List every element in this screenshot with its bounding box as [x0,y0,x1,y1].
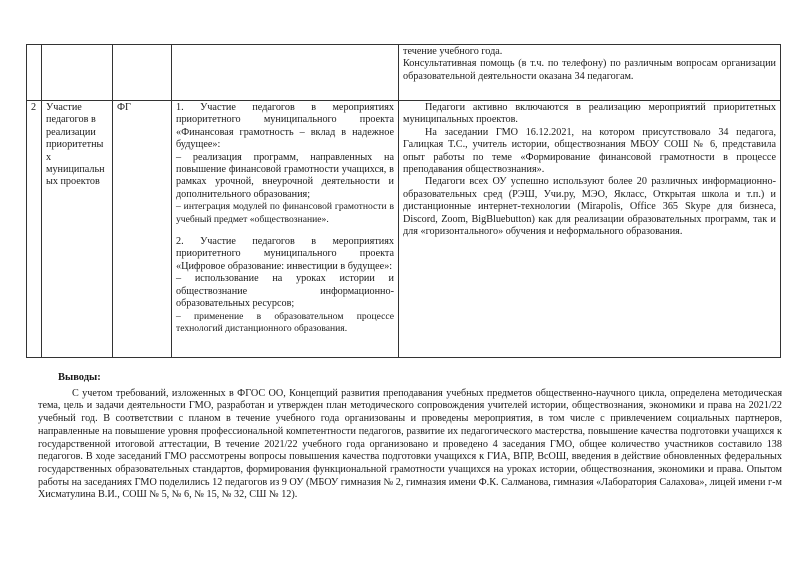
project-2-title: 2. Участие педагогов в мероприятиях приоритетного муниципального проекта «Цифровое образование: инвестиции в будущее»: [176,236,394,272]
result-text: течение учебного года. [403,46,503,57]
cell-code: ФГ [113,101,172,358]
project-1-title: 1. Участие педагогов в мероприятиях приоритетного муниципального проекта «Финансовая грамотность – вклад в надежное будущее»: [176,102,394,151]
result-text: На заседании ГМО 16.12.2021, на котором присутствовало 34 педагога, Галицкая Т.С., учитель истории, обществознания МБОУ СОШ № 6, представила опыт работы по теме «Формирование финансовой грамотности в процессе преподавания обществознания». [403,126,776,176]
cell-code [113,45,172,101]
project-2-item: – применение в образовательном процессе технологий дистанционного образования. [176,310,394,334]
conclusions-section [38,372,783,502]
result-text: Педагоги всех ОУ успешно используют более 20 различных информационно-образовательных сред (РЭШ, Учи.ру, МЭО, Якласс, Открытая школа и т.п.) и дистанционные интернет-технологии (Mirapolis, Office 365 Skype для бизнеса, Discord, Zoom, BigBluebutton) как для реализации образовательных программ, так и для «горизонтального» обучения и неформального образования. [403,176,776,238]
conclusions-heading: Выводы: [58,372,101,383]
cell-number: 2 [27,101,42,358]
cell-number [27,45,42,101]
cell-activities [172,45,399,101]
cell-results [399,45,781,101]
cell-direction [42,45,113,101]
result-text: Педагоги активно включаются в реализацию мероприятий приоритетных муниципальных проектов. [403,102,776,126]
spacer [176,226,394,236]
project-1-item: – реализация программ, направленных на повышение финансовой грамотности учащихся, в рамках урочной, внеурочной деятельности и дополнительного образования; [176,151,394,200]
cell-results [399,101,781,358]
project-2-item: – использование на уроках истории и обществознание информационно-образовательных ресурсов; [176,273,394,310]
cell-direction: Участие педагогов в реализации приоритетны х муниципальн ых проектов [42,101,113,358]
cell-activities [172,101,399,358]
project-1-item: – интеграция модулей по финансовой грамотности в учебный предмет «обществознание». [176,201,394,225]
table-row [27,45,781,101]
activity-table [26,44,781,358]
table-row [27,101,781,358]
result-text: Консультативная помощь (в т.ч. по телефону) по различным вопросам организации образовательной деятельности оказана 34 педагогам. [403,58,776,82]
conclusions-text: С учетом требований, изложенных в ФГОС ОО, Концепций развития преподавания учебных предметов общественно-научного цикла, определена методическая тема, цель и задачи деятельности ГМО, разработан и утвержден план методического сопровождения учителей истории, обществознания, экономики и права на 2021/22 учебный год. В соответствии с планом в течение учебного года организованы и проведены мероприятия, в том числе с привлечением социальных партнеров, направленные на повышение уровня профессиональной компетентности педагогов, развитие их педагогического мастерства, повышение качества подготовки учащихся к государственной итоговой аттестации, В течение 2021/22 учебного года организовано и проведено 4 заседания ГМО, общее количество участников составило 138 педагогов. В ходе заседаний ГМО рассмотрены вопросы повышения качества подготовки учащихся к ГИА, ВПР, ВсОШ, введения в действие обновленных федеральных государственных образовательных стандартов, формирования функциональной грамотности учащихся на уроках истории, обществознания, экономики и права. Опытом работы на заседаниях ГМО поделились 12 педагогов из 9 ОУ (МБОУ гимназия № 2, гимназия имени Ф.К. Салманова, гимназия «Лаборатория Салахова», лицей имени г-м Хисматулина В.И., СОШ № 5, № 6, № 15, № 32, СШ № 12). [38,387,783,501]
